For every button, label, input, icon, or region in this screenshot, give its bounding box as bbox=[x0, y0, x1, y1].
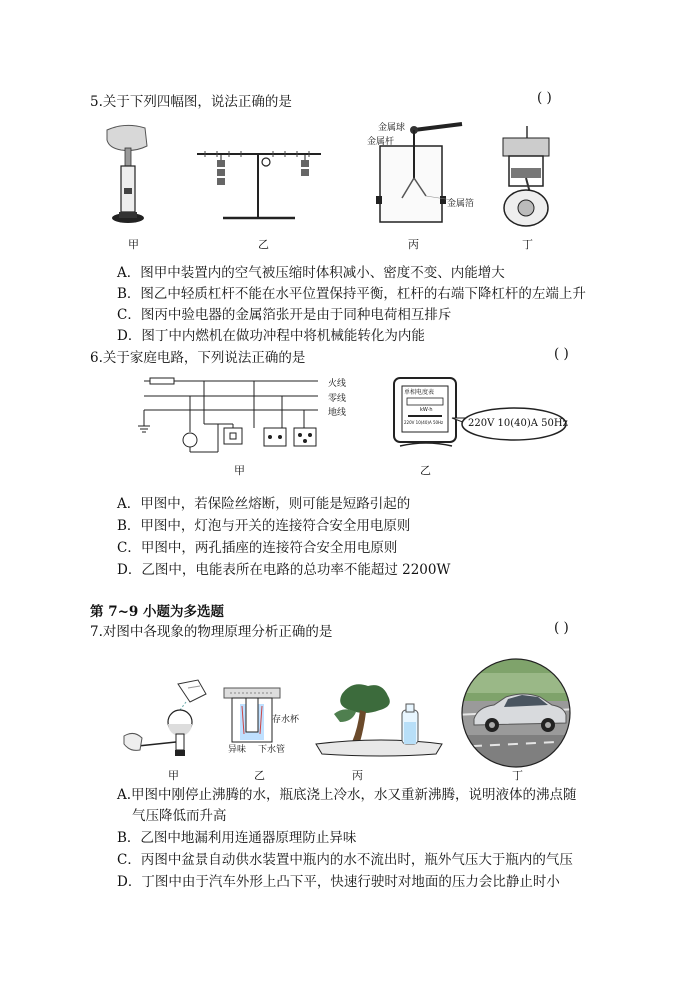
q7-stem: 7.对图中各现象的物理原理分析正确的是 bbox=[90, 624, 333, 640]
q6-meter-rating: 220V 10(40)A 50Hz bbox=[468, 418, 568, 429]
q5-answer-paren: ( ) bbox=[537, 90, 552, 106]
q5-figure-yi bbox=[195, 140, 325, 230]
q6-stem: 6.关于家庭电路，下列说法正确的是 bbox=[90, 350, 306, 366]
q6-meter-title: 单相电度表 bbox=[404, 389, 435, 396]
q7-figure-ding bbox=[460, 657, 572, 769]
q7-label-pipe: 下水管 bbox=[258, 745, 286, 755]
q6-caption-jia: 甲 bbox=[234, 464, 245, 477]
q7-caption-bing: 丙 bbox=[352, 769, 363, 782]
q5-option-a: A．图甲中装置内的空气被压缩时体积减小、密度不变、内能增大 bbox=[117, 265, 505, 281]
q5-stem: 5.关于下列四幅图，说法正确的是 bbox=[90, 94, 292, 110]
q7-option-a-line2: 气压降低而升高 bbox=[132, 808, 227, 824]
q6-option-c: C．甲图中，两孔插座的连接符合安全用电原则 bbox=[117, 540, 398, 556]
q7-label-smell: 异味 bbox=[228, 745, 247, 755]
q7-option-b: B．乙图中地漏利用连通器原理防止异味 bbox=[117, 830, 357, 846]
q5-option-b: B．图乙中轻质杠杆不能在水平位置保持平衡，杠杆的右端下降杠杆的左端上升 bbox=[117, 286, 586, 302]
q5-label-rod: 金属杆 bbox=[367, 137, 395, 147]
q5-option-c: C．图丙中验电器的金属箔张开是由于同种电荷相互排斥 bbox=[117, 307, 452, 323]
q7-answer-paren: ( ) bbox=[554, 620, 569, 636]
q5-option-d: D．图丁中内燃机在做功冲程中将机械能转化为内能 bbox=[117, 328, 425, 344]
q7-caption-yi: 乙 bbox=[254, 769, 265, 782]
q7-caption-ding: 丁 bbox=[512, 769, 523, 782]
q6-figure-circuit bbox=[138, 372, 328, 462]
section-heading: 第 7~9 小题为多选题 bbox=[90, 604, 224, 620]
q7-option-a-line1: A.甲图中刚停止沸腾的水，瓶底浇上冷水，水又重新沸腾，说明液体的沸点随 bbox=[117, 787, 577, 803]
q6-wire-live: 火线 bbox=[328, 379, 347, 389]
q5-caption-jia: 甲 bbox=[128, 238, 139, 251]
q6-meter-plate: 220V 10(40)A 50Hz bbox=[404, 420, 444, 425]
q5-figure-jia bbox=[95, 122, 165, 232]
q6-meter-unit: kW·h bbox=[420, 407, 433, 413]
q7-figure-jia bbox=[120, 680, 220, 762]
q5-label-foil: 金属箔 bbox=[447, 199, 475, 209]
q6-option-d: D．乙图中，电能表所在电路的总功率不能超过 2200W bbox=[117, 562, 451, 578]
q6-wire-ground: 地线 bbox=[328, 408, 347, 418]
q6-option-b: B．甲图中，灯泡与开关的连接符合安全用电原则 bbox=[117, 518, 411, 534]
q5-caption-yi: 乙 bbox=[258, 238, 269, 251]
q6-option-a: A．甲图中，若保险丝熔断，则可能是短路引起的 bbox=[117, 496, 411, 512]
q7-figure-bing bbox=[312, 680, 450, 758]
q6-answer-paren: ( ) bbox=[554, 346, 569, 362]
q6-wire-neutral: 零线 bbox=[328, 394, 347, 404]
q7-option-c: C．丙图中盆景自动供水装置中瓶内的水不流出时，瓶外气压大于瓶内的气压 bbox=[117, 852, 573, 868]
q5-label-ball: 金属球 bbox=[378, 123, 406, 133]
q6-caption-yi: 乙 bbox=[420, 464, 431, 477]
q5-caption-bing: 丙 bbox=[408, 238, 419, 251]
q7-caption-jia: 甲 bbox=[168, 769, 179, 782]
q5-caption-ding: 丁 bbox=[522, 238, 533, 251]
q7-label-cup: 存水杯 bbox=[272, 715, 300, 725]
q5-figure-ding bbox=[497, 124, 555, 230]
q7-option-d: D．丁图中由于汽车外形上凸下平，快速行驶时对地面的压力会比静止时小 bbox=[117, 874, 560, 890]
